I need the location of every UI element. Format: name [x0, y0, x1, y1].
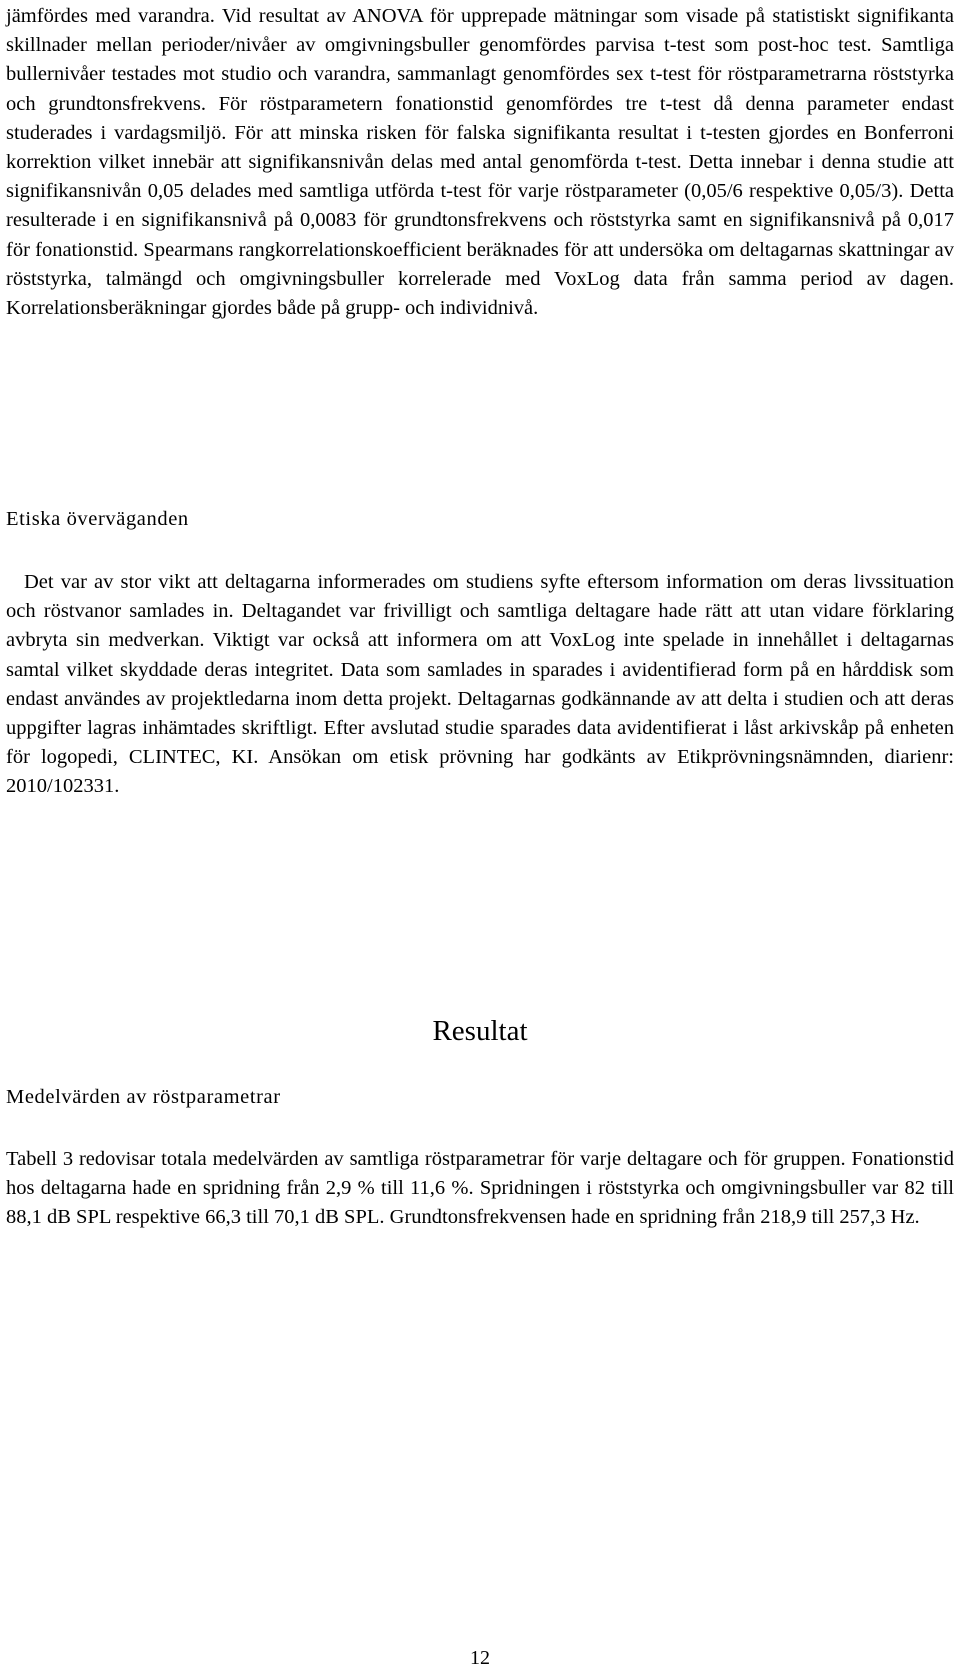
chapter-heading-resultat: Resultat — [432, 1015, 528, 1047]
paragraph-statistical-analysis: jämfördes med varandra. Vid resultat av ANOVA för upprepade mätningar som visade på statistiskt signifikanta skillnader mellan perioder/nivåer av omgivningsbuller genomfördes parvisa t-test som post-hoc test. Samtliga bullernivåer testades mot studio och varandra, sammanlagt genomfördes sex t-test för röstparametrarna röststyrka och grundtonsfrekvens. För röstparametern fonationstid genomfördes tre t-test då denna parameter endast studerades i vardagsmiljö. För att minska risken för falska signifikanta resultat i t-testen gjordes en Bonferroni korrektion vilket innebär att signifikansnivån delas med antal genomförda t-test. Detta innebar i denna studie att signifikansnivån 0,05 delades med samtliga utförda t-test för varje röstparameter (0,05/6 respektive 0,05/3). Detta resulterade i en signifikansnivå på 0,0083 för grundtonsfrekvens och röststyrka samt en signifikansnivå på 0,017 för fonationstid. Spearmans rangkorrelationskoefficient beräknades för att undersöka om deltagarnas skattningar av röststyrka, talmängd och omgivningsbuller korrelerade med VoxLog data från samma period av dagen. Korrelationsberäkningar gjordes både på grupp- och individnivå. — [6, 5, 954, 320]
paragraph-ethics: Det var av stor vikt att deltagarna informerades om studiens syfte eftersom information om deras livssituation och röstvanor samlades in. Deltagandet var frivilligt och samtliga deltagare hade rätt att utan vidare förklaring avbryta sin medverkan. Viktigt var också att informera om att VoxLog inte spelade in innehållet i deltagarnas samtal vilket skyddade deras integritet. Data som samlades in sparades i avidentifierad form på en hårddisk som endast användes av projektledarna inom detta projekt. Deltagarnas godkännande av att delta i studien och att deras uppgifter lagras inhämtades skriftligt. Efter avslutad studie sparades data avidentifierat i låst arkivskåp på enheten för logopedi, CLINTEC, KI. Ansökan om etisk prövning har godkänts av Etikprövningsnämnden, diarienr: 2010/102331. — [6, 571, 954, 798]
section-heading-medelvarden: Medelvärden av röstparametrar — [6, 1086, 281, 1108]
section-heading-etiska-overvaganden: Etiska överväganden — [6, 508, 189, 530]
paragraph-results-summary: Tabell 3 redovisar totala medelvärden av samtliga röstparametrar för varje deltagare och för gruppen. Fonationstid hos deltagarna hade en spridning från 2,9 % till 11,6 %. Spridningen i röststyrka och omgivningsbuller var 82 till 88,1 dB SPL respektive 66,3 till 70,1 dB SPL. Grundtonsfrekvensen hade en spridning från 218,9 till 257,3 Hz. — [6, 1148, 954, 1229]
page-number: 12 — [470, 1647, 490, 1669]
